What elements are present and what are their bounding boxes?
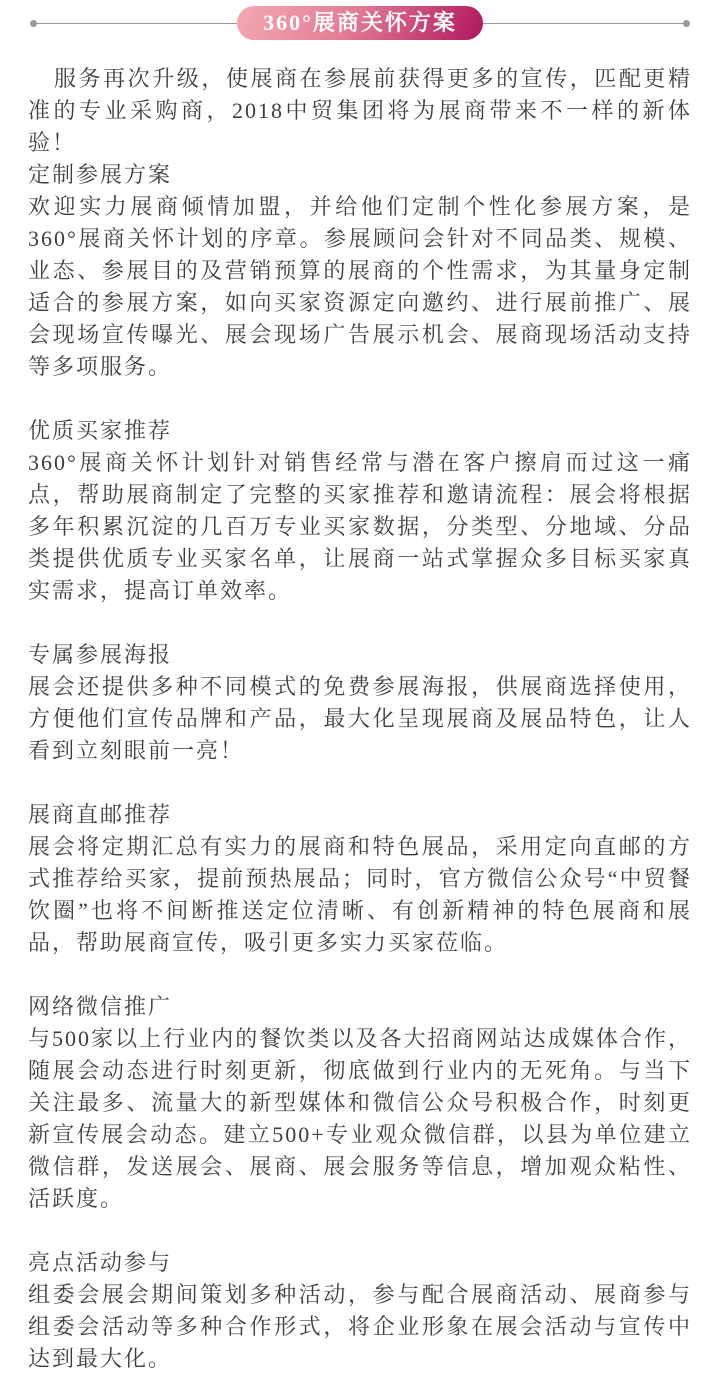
section-custom-plan (28, 159, 692, 383)
section-heading: 优质买家推荐 (28, 418, 173, 443)
section-highlight-activities (28, 1247, 692, 1375)
section-body: 组委会展会期间策划多种活动，参与配合展商活动、展商参与组委会活动等多种合作形式，将企业形象在展会活动与宣传中达到最大化。 (28, 1282, 692, 1371)
section-direct-mail (28, 799, 692, 959)
divider-dot-left (30, 20, 37, 27)
divider-line-right (483, 23, 683, 24)
divider-dot-right (683, 20, 690, 27)
page-title: 360°展商关怀方案 (237, 6, 483, 40)
section-wechat-promotion (28, 991, 692, 1215)
section-body: 360°展商关怀计划针对销售经常与潜在客户擦肩而过这一痛点，帮助展商制定了完整的买家推荐和邀请流程：展会将根据多年积累沉淀的几百万专业买家数据，分类型、分地域、分品类提供优质专业买家名单，让展商一站式掌握众多目标买家真实需求，提高订单效率。 (28, 450, 692, 603)
divider-line-left (37, 23, 237, 24)
section-body: 欢迎实力展商倾情加盟，并给他们定制个性化参展方案，是360°展商关怀计划的序章。参展顾问会针对不同品类、规模、业态、参展目的及营销预算的展商的个性需求，为其量身定制适合的参展方案，如向买家资源定向邀约、进行展前推广、展会现场宣传曝光、展会现场广告展示机会、展商现场活动支持等多项服务。 (28, 194, 692, 379)
section-body: 展会将定期汇总有实力的展商和特色展品，采用定向直邮的方式推荐给买家，提前预热展品；同时，官方微信公众号“中贸餐饮圈”也将不间断推送定位清晰、有创新精神的特色展商和展品，帮助展商宣传，吸引更多实力买家莅临。 (28, 834, 692, 955)
article-content (0, 63, 720, 1375)
section-body: 与500家以上行业内的餐饮类以及各大招商网站达成媒体合作，随展会动态进行时刻更新，彻底做到行业内的无死角。与当下关注最多、流量大的新型媒体和微信公众号积极合作，时刻更新宣传展会动态。建立500+专业观众微信群，以县为单位建立微信群，发送展会、展商、展会服务等信息，增加观众粘性、活跃度。 (28, 1026, 692, 1211)
intro-paragraph: 服务再次升级，使展商在参展前获得更多的宣传，匹配更精准的专业采购商，2018中贸集团将为展商带来不一样的新体验！ (28, 66, 692, 155)
section-heading: 展商直邮推荐 (28, 802, 173, 827)
section-heading: 定制参展方案 (28, 162, 173, 187)
section-exclusive-poster (28, 639, 692, 767)
title-divider-row (0, 5, 720, 41)
section-heading: 网络微信推广 (28, 994, 173, 1019)
article-page (0, 5, 720, 1371)
section-buyer-recommendation (28, 415, 692, 607)
section-heading: 专属参展海报 (28, 642, 173, 667)
section-heading: 亮点活动参与 (28, 1250, 173, 1275)
section-body: 展会还提供多种不同模式的免费参展海报，供展商选择使用，方便他们宣传品牌和产品，最大化呈现展商及展品特色，让人看到立刻眼前一亮！ (28, 674, 692, 763)
